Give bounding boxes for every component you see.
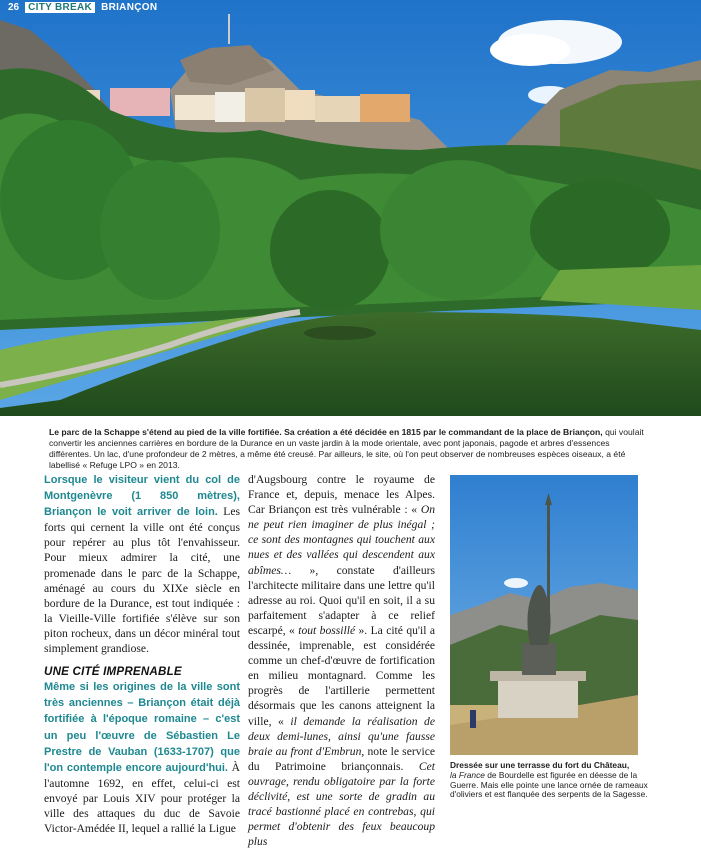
col2-text-4: , note le service du Patrimoine briançonnais. bbox=[248, 744, 436, 773]
col2-quote-1: On ne peut rien imaginer de plus inégal ; ce sont des montagnes qui touchent aux nues et des vallées qui descendent aux abîmes… bbox=[248, 503, 435, 577]
page-header bbox=[8, 2, 157, 13]
article-column-2 bbox=[248, 472, 435, 849]
col2-text-2: », constate d'ailleurs l'architecte militaire dans une lettre qu'il adresse au roi. Quoi qu'il en soit, il a su parfaitement s'adapter à ce relief escarpé, « bbox=[248, 563, 435, 637]
hero-photo bbox=[0, 0, 701, 416]
statue-caption-bold: Dressée sur une terrasse du fort du Château, bbox=[450, 760, 630, 770]
col2-text-1: d'Augsbourg contre le royaume de France et, depuis, menace les Alpes. Car Briançon est très vulnérable : « bbox=[248, 473, 435, 517]
article-paragraph-1: Les forts qui cernent la ville ont été conçus pour repérer au plus tôt l'envahisseur. Pour mieux admirer la cité, une promenade dans le parc de la Schappe, aménagé au cours du XIXe siècle en bordure de la Durance, est tout indiquée : la Vieille-Ville fortifiée s'élève sur son piton rocheux, dans un décor minéral tout simplement grandiose. bbox=[44, 505, 240, 656]
statue-caption-italic: la France bbox=[450, 769, 485, 780]
page-number: 26 bbox=[8, 2, 20, 13]
article-column-1 bbox=[44, 472, 240, 836]
col2-quote-3: il demande la réalisation de deux demi-lunes, ainsi qu'une fausse braie au front d'Embrun bbox=[248, 714, 435, 758]
col2-quote-4: Cet ouvrage, rendu obligatoire par la forte déclivité, est une sorte de gradin au tracé bastionné placé en contrebas, qui permet d'obtenir des feux beaucoup plus bbox=[248, 759, 435, 849]
statue-caption bbox=[450, 761, 650, 800]
photo-caption-text: qui voulait convertir les anciennes carrières en bordure de la Durance en un vaste jardin à la mode orientale, avec pont japonais, pagode et arbres d'essences différentes. Un lac, d'une profondeur de 2 mètres, a même été creusé. Par ailleurs, le site, où l'on peut observer de nombreuses espèces oiseaux, a été labellisé « Refuge LPO » en 2013. bbox=[49, 427, 644, 470]
article-lede-2: Même si les origines de la ville sont très anciennes – Briançon était déjà fortifiée à l'époque romaine – c'est un peu l'œuvre de Sébastien Le Prestre de Vauban (1633-1707) que l'on contemple encore aujourd'hui. bbox=[44, 681, 240, 774]
article-lede: Lorsque le visiteur vient du col de Montgenèvre (1 850 mètres), Briançon le voit arriver de loin. bbox=[44, 474, 240, 519]
statue-photo bbox=[450, 475, 638, 755]
section-label: CITY BREAK bbox=[25, 2, 95, 13]
city-label: BRIANÇON bbox=[101, 2, 158, 13]
article-paragraph-2: À l'automne 1692, en effet, celui-ci est envoyé par Louis XIV pour protéger la ville des attaques du duc de Savoie Victor-Amédée II, lequel a rallié la Ligue bbox=[44, 760, 240, 836]
col2-text-3: ». La cité qu'il a dessinée, imprenable, est considérée comme un chef-d'œuvre de fortification en milieu montagnard. Comme les progrès de l'artillerie permettent désormais que les canons atteignent la ville, « bbox=[248, 623, 435, 728]
photo-caption bbox=[49, 427, 651, 471]
subheading: UNE CITÉ IMPRENABLE bbox=[44, 665, 182, 679]
statue-caption-text: de Bourdelle est figurée en déesse de la Guerre. Mais elle pointe une lance ornée de rameaux d'oliviers et est flanquée des serpents de la Sagesse. bbox=[450, 769, 648, 800]
photo-caption-bold: Le parc de la Schappe s'étend au pied de la ville fortifiée. Sa création a été décidée en 1815 par le commandant de la place de Briançon, bbox=[49, 427, 603, 437]
col2-quote-2: tout bossillé bbox=[298, 623, 356, 637]
